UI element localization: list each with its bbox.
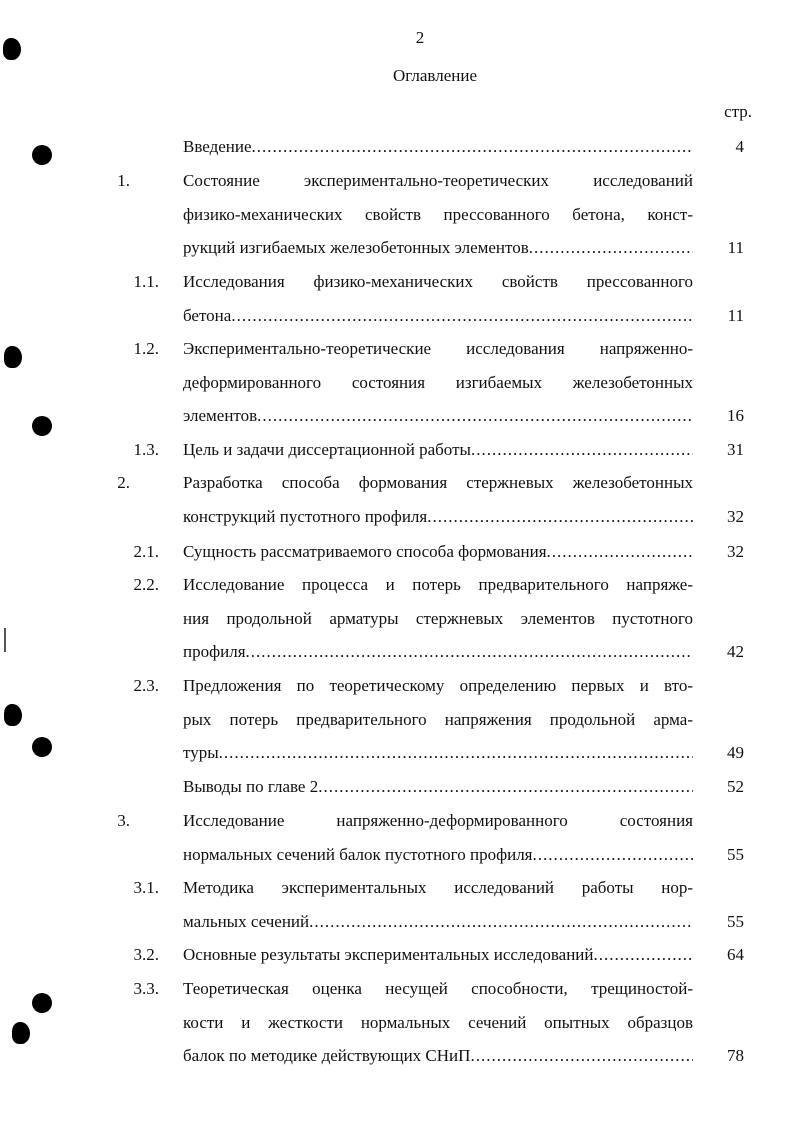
toc-entry-page: 31 bbox=[727, 440, 744, 459]
toc-entry-page: 4 bbox=[735, 137, 744, 156]
toc-entry-number: 2.3. bbox=[133, 676, 159, 695]
dot-leader bbox=[219, 736, 693, 770]
toc-entry-text: рукций изгибаемых железобетонных элементов ..... bbox=[183, 231, 693, 265]
toc-entry-page: 11 bbox=[727, 305, 744, 325]
dot-leader bbox=[470, 1039, 693, 1073]
binder-hole bbox=[32, 145, 52, 165]
toc-entry-number: 1.1. bbox=[133, 272, 159, 291]
toc-entry-text: элементов ..... bbox=[183, 399, 693, 433]
scan-blot bbox=[4, 346, 22, 368]
toc-entry-number: 2.1. bbox=[133, 542, 159, 561]
toc-entry-page: 52 bbox=[727, 777, 744, 796]
scan-blot bbox=[3, 38, 21, 60]
dot-leader bbox=[318, 770, 693, 804]
toc-entry-page: 49 bbox=[727, 743, 744, 763]
toc-entry-text: Основные результаты экспериментальных исследований ..... bbox=[183, 938, 693, 972]
dot-leader bbox=[246, 635, 693, 669]
toc-entry-text: рых потерь предварительного напряжения продольной арма- bbox=[183, 709, 693, 729]
dot-leader bbox=[529, 231, 693, 265]
dot-leader bbox=[231, 299, 693, 333]
toc-entry-page: 55 bbox=[727, 911, 744, 931]
toc-entry-number: 2.2. bbox=[133, 575, 159, 594]
toc-entry-text: нормальных сечений балок пустотного профиля ..... bbox=[183, 838, 693, 872]
toc-entry-text: Разработка способа формования стержневых железобетонных bbox=[183, 473, 693, 492]
toc-entry-text: бетона ..... bbox=[183, 299, 693, 333]
binder-hole bbox=[32, 737, 52, 757]
toc-entry-number: 3.1. bbox=[133, 878, 159, 897]
toc-entry-page: 32 bbox=[727, 506, 744, 526]
dot-leader bbox=[594, 938, 694, 972]
toc-entry-text: балок по методике действующих СНиП ..... bbox=[183, 1039, 693, 1073]
scan-mark bbox=[4, 628, 6, 652]
toc-entry-text: Экспериментально-теоретические исследования напряженно- bbox=[183, 339, 693, 358]
toc-entry-text: Выводы по главе 2 ..... bbox=[183, 770, 693, 804]
toc-entry-text: профиля ..... bbox=[183, 635, 693, 669]
dot-leader bbox=[252, 130, 693, 164]
dot-leader bbox=[427, 500, 693, 534]
toc-entry-text: кости и жесткости нормальных сечений опытных образцов bbox=[183, 1012, 693, 1032]
toc-entry-text: конструкций пустотного профиля ..... bbox=[183, 500, 693, 534]
toc-entry-text: деформированного состояния изгибаемых железобетонных bbox=[183, 372, 693, 392]
toc-entry-text: ния продольной арматуры стержневых элементов пустотного bbox=[183, 608, 693, 628]
dot-leader bbox=[533, 838, 694, 872]
toc-entry-page: 78 bbox=[727, 1046, 744, 1066]
toc-entry-page: 11 bbox=[727, 238, 744, 258]
toc-entry-text: Методика экспериментальных исследований работы нор- bbox=[183, 878, 693, 897]
toc-entry-page: 16 bbox=[727, 406, 744, 426]
binder-hole bbox=[32, 416, 52, 436]
scan-blot bbox=[4, 704, 22, 726]
toc-entry-text: Теоретическая оценка несущей способности, трещиностой- bbox=[183, 979, 693, 998]
dot-leader bbox=[309, 905, 693, 939]
page-title: Оглавление bbox=[393, 66, 477, 85]
toc-entry-number: 3. bbox=[117, 811, 130, 830]
dot-leader bbox=[257, 399, 693, 433]
toc-entry-number: 2. bbox=[117, 473, 130, 492]
toc-entry-text: Сущность рассматриваемого способа формования ..... bbox=[183, 535, 693, 569]
toc-entry-text: Состояние экспериментально-теоретических исследований bbox=[183, 171, 693, 190]
toc-entry-number: 1.2. bbox=[133, 339, 159, 358]
toc-entry-text: Исследование напряженно-деформированного состояния bbox=[183, 811, 693, 830]
toc-entry-text: Предложения по теоретическому определению первых и вто- bbox=[183, 676, 693, 695]
dot-leader bbox=[471, 433, 693, 467]
toc-entry-text: туры ..... bbox=[183, 736, 693, 770]
toc-entry-number: 3.3. bbox=[133, 979, 159, 998]
toc-entry-number: 1.3. bbox=[133, 440, 159, 459]
toc-entry-text: мальных сечений ..... bbox=[183, 905, 693, 939]
dot-leader bbox=[547, 535, 693, 569]
toc-entry-page: 42 bbox=[727, 642, 744, 662]
toc-entry-number: 3.2. bbox=[133, 945, 159, 964]
toc-entry-text: Исследования физико-механических свойств прессованного bbox=[183, 272, 693, 291]
toc-entry-number: 1. bbox=[117, 171, 130, 190]
page-number: 2 bbox=[415, 28, 425, 47]
toc-entry-page: 55 bbox=[727, 844, 744, 864]
toc-entry-text: Введение ..... bbox=[183, 130, 693, 164]
toc-entry-page: 32 bbox=[727, 542, 744, 561]
binder-hole bbox=[32, 993, 52, 1013]
scan-blot bbox=[12, 1022, 30, 1044]
page-column-label: стр. bbox=[724, 102, 752, 121]
toc-entry-text: Исследование процесса и потерь предварительного напряже- bbox=[183, 575, 693, 594]
toc-entry-text: Цель и задачи диссертационной работы ..... bbox=[183, 433, 693, 467]
toc-entry-text: физико-механических свойств прессованного бетона, конст- bbox=[183, 204, 693, 224]
toc-entry-page: 64 bbox=[727, 945, 744, 964]
